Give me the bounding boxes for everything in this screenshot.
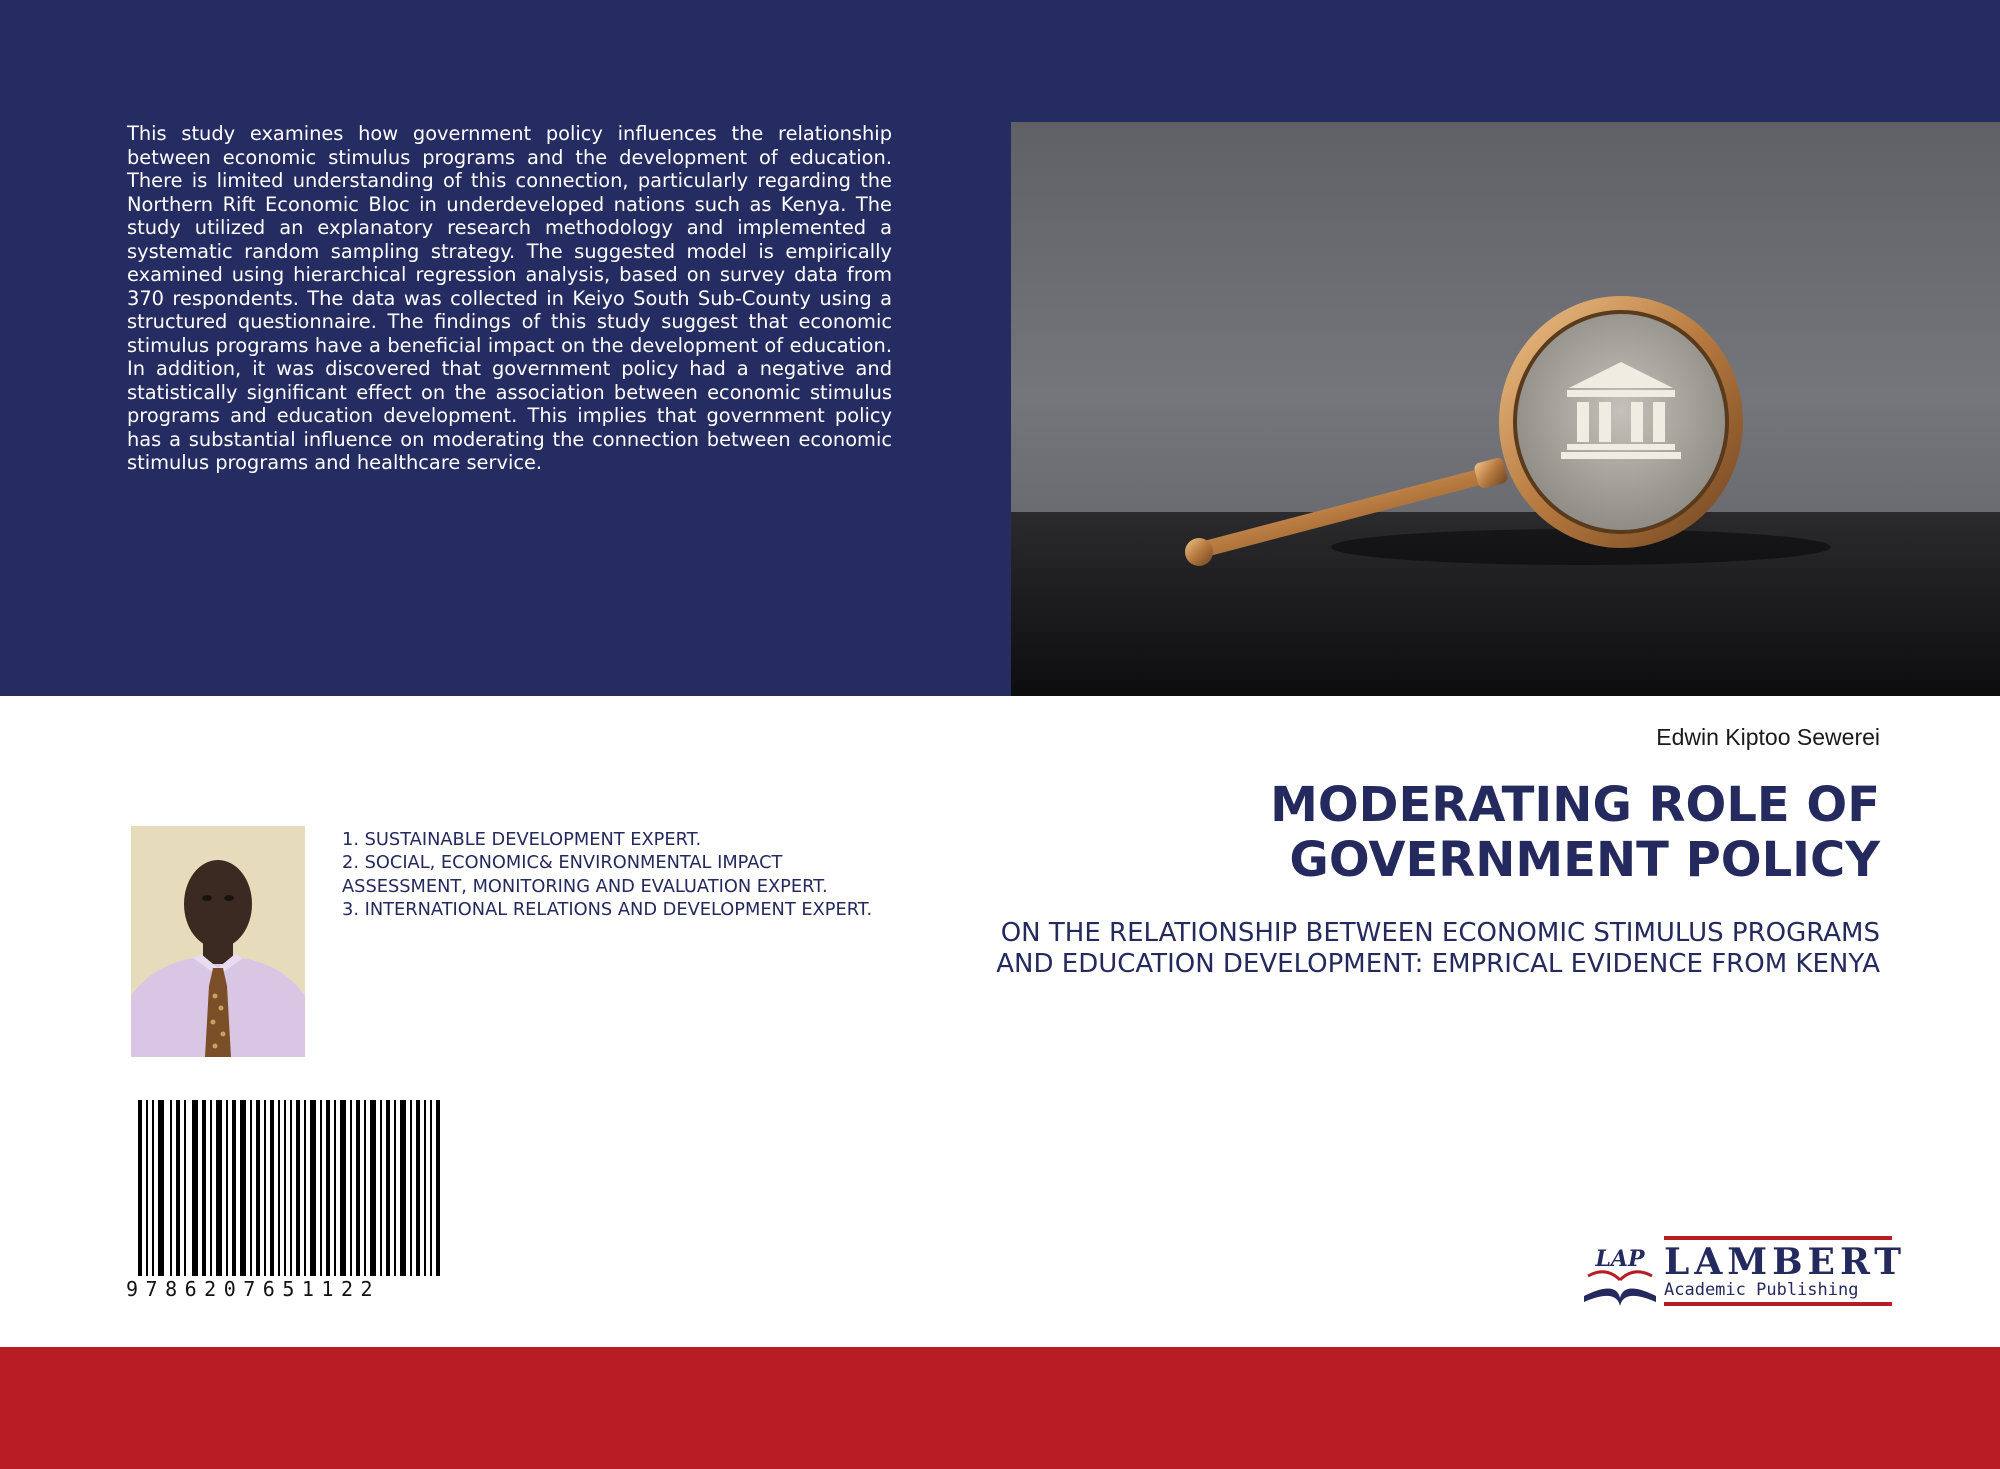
bio-line-3: 3. INTERNATIONAL RELATIONS AND DEVELOPMENT EXPERT. [342, 899, 873, 921]
barcode-icon [126, 1100, 456, 1300]
book-title: MODERATING ROLE OF GOVERNMENT POLICY [1270, 777, 1880, 888]
author-bio [342, 828, 882, 922]
author-name: Edwin Kiptoo Sewerei [1656, 724, 1880, 750]
back-cover-blurb: This study examines how government policy influences the relationship between economic stimulus programs and the development of education. There is limited understanding of this connection, particularly regarding the Northern Rift Economic Bloc in underdeveloped nations such as Kenya. The study utilized an explanatory research methodology and implemented a systematic random sampling strategy. The suggested model is empirically examined using hierarchical regression analysis, based on survey data from 370 respondents. The data was collected in Keiyo South Sub-County using a structured questionnaire. The findings of this study suggest that economic stimulus programs have a beneficial impact on the development of education. In addition, it was discovered that government policy had a negative and statistically significant effect on the association between economic stimulus programs and education development. This implies that government policy has a substantial influence on moderating the connection between economic stimulus programs and healthcare service. [127, 122, 892, 474]
book-subtitle: ON THE RELATIONSHIP BETWEEN ECONOMIC STIMULUS PROGRAMS AND EDUCATION DEVELOPMENT: EMPRICAL EVIDENCE FROM KENYA [996, 918, 1880, 979]
red-footer-band [0, 1347, 2000, 1469]
isbn-digits: 9786207651122 [126, 1276, 456, 1302]
bio-line-1: 1. SUSTAINABLE DEVELOPMENT EXPERT. [342, 829, 702, 850]
publisher-tagline: Academic Publishing [1664, 1280, 1859, 1300]
book-icon [1584, 1246, 1656, 1306]
author-photo [131, 826, 305, 1057]
bio-line-2: 2. SOCIAL, ECONOMIC& ENVIRONMENTAL IMPACT ASSESSMENT, MONITORING AND EVALUATION EXPERT. [342, 852, 828, 897]
lap-badge-text: LAP [1595, 1246, 1645, 1272]
publisher-name: LAMBERT [1664, 1241, 1907, 1283]
cover-photo-magnifier [1011, 122, 2000, 696]
